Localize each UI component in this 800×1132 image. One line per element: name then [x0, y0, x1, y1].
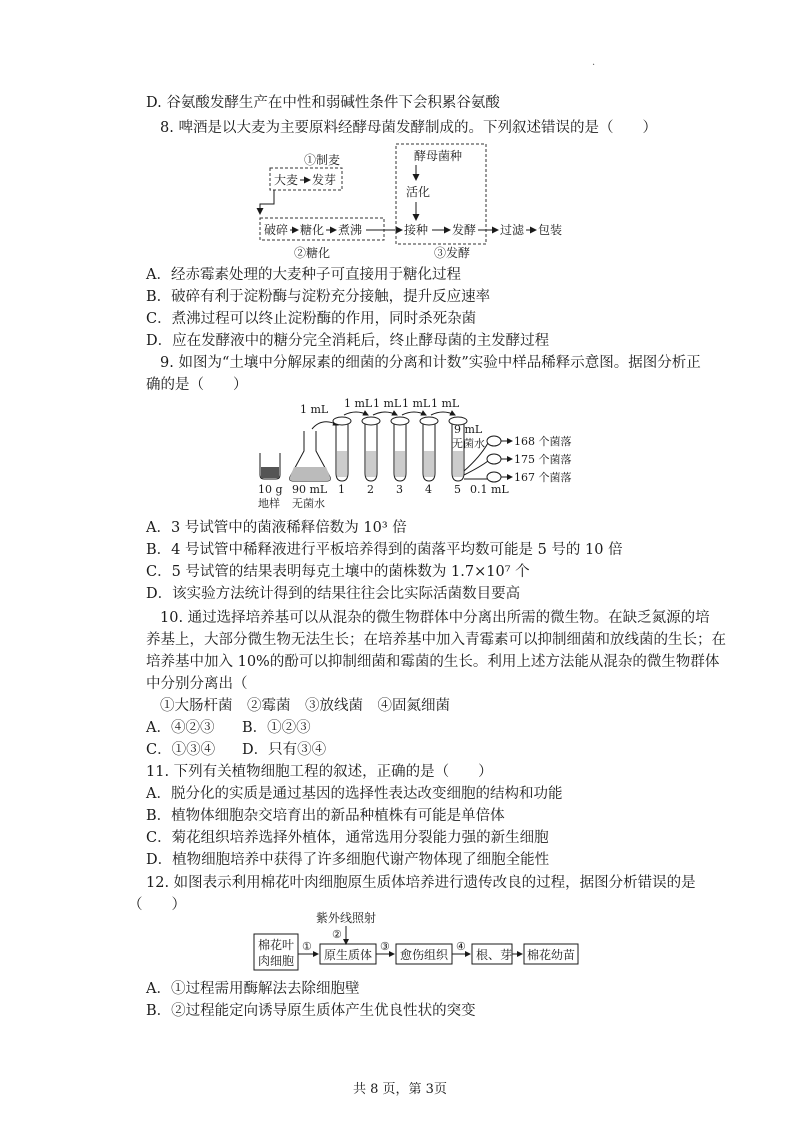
- seedling-label: 棉花幼苗: [527, 948, 576, 962]
- q11-stem: 11. 下列有关植物细胞工程的叙述，正确的是（ ）: [146, 764, 493, 780]
- q12-cell-engineering-diagram: [250, 910, 580, 976]
- q10-items: ①大肠杆菌 ②霉菌 ③放线菌 ④固氮细菌: [160, 698, 450, 714]
- soil-label: 地样: [258, 497, 280, 510]
- q10-stem-line4: 中分别分离出（: [146, 676, 248, 692]
- callus-label: 愈伤组织: [400, 948, 449, 962]
- fermentation-label: ③发酵: [434, 246, 471, 260]
- tube-water-volume: 9 mL: [454, 423, 483, 436]
- q10-option-a: A．④②③: [146, 720, 215, 736]
- step-2-label: ②: [332, 928, 342, 941]
- cell-line1: 棉花叶: [258, 938, 295, 952]
- q9-option-d: D．该实验方法统计得到的结果往往会比实际活菌数目要高: [146, 586, 521, 602]
- flask-volume: 90 mL: [292, 483, 328, 496]
- q8-option-a: A．经赤霉素处理的大麦种子可直接用于糖化过程: [146, 267, 461, 283]
- package-label: 包装: [538, 223, 563, 237]
- barley-label: 大麦: [274, 173, 299, 187]
- page-footer: 共 8 页，第 3页: [353, 1082, 447, 1097]
- transfer-4: 1 mL: [431, 397, 460, 410]
- q9-option-a: A．3 号试管中的菌液稀释倍数为 10³ 倍: [146, 520, 407, 536]
- transfer-1: 1 mL: [344, 397, 373, 410]
- malting-label: ①制麦: [304, 153, 341, 167]
- transfer-2: 1 mL: [373, 397, 402, 410]
- test-tube-liquid-5: [453, 451, 463, 477]
- q10-stem-line3: 培养基中加入 10%的酚可以抑制细菌和霉菌的生长。利用上述方法能从混杂的微生物群体: [146, 654, 720, 670]
- activate-label: 活化: [406, 185, 431, 199]
- tube-number-4: 4: [425, 483, 432, 496]
- test-tube-cap-3: [391, 417, 409, 425]
- uv-label: 紫外线照射: [316, 911, 377, 925]
- q9-stem-line1: 9. 如图为“土壤中分解尿素的细菌的分离和计数”实验中样品稀释示意图。据图分析正: [160, 355, 701, 371]
- q8-option-b: B．破碎有利于淀粉酶与淀粉充分接触，提升反应速率: [146, 289, 491, 305]
- q8-option-d: D．应在发酵液中的糖分完全消耗后，终止酵母菌的主发酵过程: [146, 333, 550, 349]
- q8-brewing-diagram: [252, 140, 582, 262]
- test-tube-liquid-2: [366, 451, 376, 477]
- q9-option-c: C．5 号试管的结果表明每克土壤中的菌株数为 1.7×10⁷ 个: [146, 564, 530, 580]
- colonies-plate-3: 167 个菌落: [514, 471, 572, 484]
- flask-label: 无菌水: [292, 497, 325, 510]
- transfer-3: 1 mL: [402, 397, 431, 410]
- step-3-label: ③: [380, 940, 390, 953]
- tube-water-label: 无菌水: [452, 437, 485, 450]
- tube-number-1: 1: [338, 483, 345, 496]
- q12-option-a: A．①过程需用酶解法去除细胞壁: [146, 981, 360, 997]
- inoculate-label: 接种: [404, 223, 429, 237]
- q10-stem-line2: 养基上，大部分微生物无法生长；在培养基中加入青霉素可以抑制细菌和放线菌的生长；在: [146, 632, 726, 648]
- tube-number-2: 2: [367, 483, 374, 496]
- q10-option-d: D．只有③④: [242, 742, 327, 758]
- yeast-label: 酵母菌种: [414, 149, 463, 163]
- test-tube-liquid-1: [337, 451, 347, 477]
- test-tube-liquid-3: [395, 451, 405, 477]
- ferment-label: 发酵: [452, 223, 477, 237]
- q12-stem-line1: 12. 如图表示利用棉花叶肉细胞原生质体培养进行遗传改良的过程，据图分析错误的是: [146, 875, 696, 891]
- colonies-plate-2: 175 个菌落: [514, 453, 572, 466]
- test-tube-liquid-4: [424, 451, 434, 477]
- tube-number-3: 3: [396, 483, 403, 496]
- q9-dilution-diagram: [252, 395, 582, 515]
- q11-option-a: A．脱分化的实质是通过基因的选择性表达改变细胞的结构和功能: [146, 786, 563, 802]
- q12-stem-line2: （ ）: [128, 897, 186, 913]
- corner-mark: ·: [592, 60, 596, 71]
- q11-option-b: B．植物体细胞杂交培育出的新品种植株有可能是单倍体: [146, 808, 505, 824]
- root-bud-label: 根、芽: [476, 948, 513, 962]
- test-tube-cap-1: [333, 417, 351, 425]
- test-tube-cap-2: [362, 417, 380, 425]
- transfer-first: 1 mL: [300, 403, 329, 416]
- q11-option-c: C．菊花组织培养选择外植体，通常选用分裂能力强的新生细胞: [146, 830, 549, 846]
- protoplast-label: 原生质体: [324, 948, 373, 962]
- tube-number-5: 5: [454, 483, 461, 496]
- germinate-label: 发芽: [312, 173, 337, 187]
- test-tube-cap-4: [420, 417, 438, 425]
- q10-option-b: B．①②③: [242, 720, 311, 736]
- saccharify-label: 糖化: [300, 223, 325, 237]
- plate-volume: 0.1 mL: [470, 483, 509, 496]
- q7-option-d: D. 谷氨酸发酵生产在中性和弱碱性条件下会积累谷氨酸: [146, 95, 500, 111]
- step-4-label: ④: [456, 940, 466, 953]
- colonies-plate-1: 168 个菌落: [514, 435, 572, 448]
- q10-option-c: C．①③④: [146, 742, 216, 758]
- cell-line2: 肉细胞: [258, 954, 295, 968]
- soil-mass: 10 g: [258, 483, 283, 496]
- q12-option-b: B．②过程能定向诱导原生质体产生优良性状的突变: [146, 1003, 476, 1019]
- q11-option-d: D．植物细胞培养中获得了许多细胞代谢产物体现了细胞全能性: [146, 852, 550, 868]
- q8-option-c: C．煮沸过程可以终止淀粉酶的作用，同时杀死杂菌: [146, 311, 477, 327]
- q9-stem-line2: 确的是（ ）: [146, 377, 248, 393]
- step-1-label: ①: [302, 940, 312, 953]
- crush-label: 破碎: [264, 223, 289, 237]
- q8-stem: 8. 啤酒是以大麦为主要原料经酵母菌发酵制成的。下列叙述错误的是（ ）: [160, 120, 657, 136]
- boil-label: 煮沸: [338, 223, 363, 237]
- filter-label: 过滤: [500, 223, 525, 237]
- q9-option-b: B．4 号试管中稀释液进行平板培养得到的菌落平均数可能是 5 号的 10 倍: [146, 542, 623, 558]
- saccharification-label: ②糖化: [294, 246, 331, 260]
- q10-stem-line1: 10. 通过选择培养基可以从混杂的微生物群体中分离出所需的微生物。在缺乏氮源的培: [160, 610, 710, 626]
